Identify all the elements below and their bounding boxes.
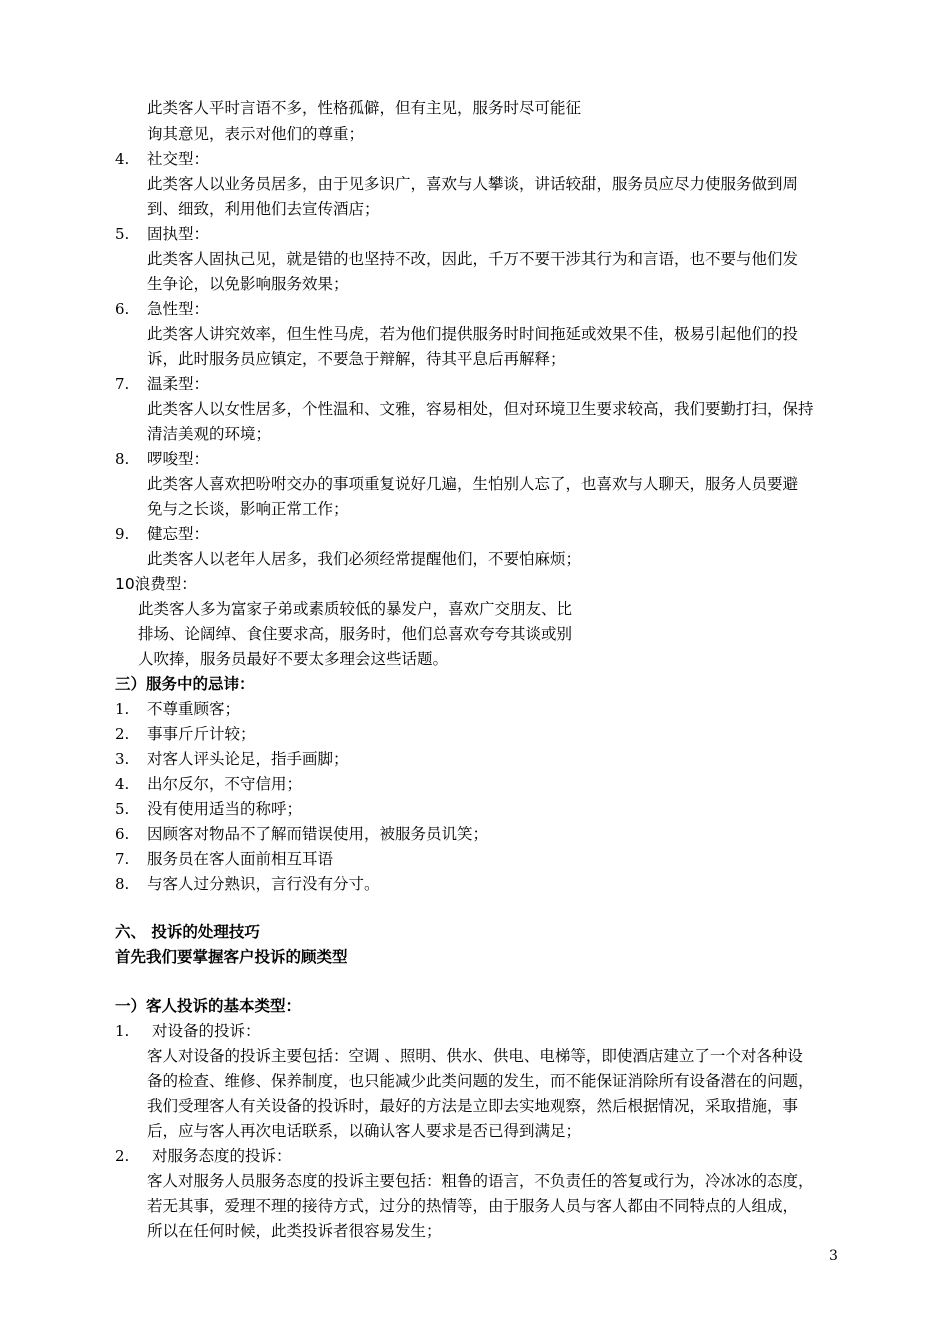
complaint1-description-line3: 我们受理客人有关设备的投诉时，最好的方法是立即去实地观察，然后根据情况，采取措施，事	[147, 1097, 799, 1115]
page-number: 3	[829, 1248, 838, 1264]
type6-description-line1: 此类客人讲究效率，但生性马虎，若为他们提供服务时时间拖延或效果不佳，极易引起他们的投	[147, 325, 799, 343]
type10-heading: 10浪费型：	[115, 575, 197, 593]
type7-title: 温柔型：	[147, 375, 210, 393]
taboo-item: 出尔反尔，不守信用；	[147, 775, 303, 793]
taboo-number: 7.	[115, 850, 130, 868]
taboo-number: 6.	[115, 825, 130, 843]
type7-description-line1: 此类客人以女性居多，个性温和、文雅，容易相处，但对环境卫生要求较高，我们要勤打扫，保持	[147, 400, 814, 418]
complaint2-description-line1: 客人对服务人员服务态度的投诉主要包括：粗鲁的语言，不负责任的答复或行为，冷冰冰的态度，	[147, 1172, 814, 1190]
taboo-item: 不尊重顾客；	[147, 700, 241, 718]
taboo-item: 没有使用适当的称呼；	[147, 800, 303, 818]
section6-heading: 六、 投诉的处理技巧	[115, 923, 260, 941]
complaints-heading: 一）客人投诉的基本类型：	[115, 997, 302, 1015]
complaint1-description-line1: 客人对设备的投诉主要包括：空调 、照明、供水、供电、电梯等，即使酒店建立了一个对各种设	[147, 1047, 803, 1065]
taboo-number: 2.	[115, 725, 130, 743]
taboo-item: 与客人过分熟识，言行没有分寸。	[147, 875, 380, 893]
type8-title: 啰唆型：	[147, 450, 210, 468]
type7-description-line2: 清洁美观的环境；	[147, 425, 272, 443]
type5-description-line2: 生争论，以免影响服务效果；	[147, 275, 349, 293]
taboo-item: 服务员在客人面前相互耳语	[147, 850, 334, 868]
type10-description-line3: 人吹捧，服务员最好不要太多理会这些话题。	[138, 650, 449, 668]
type3-description-line1: 此类客人平时言语不多，性格孤僻，但有主见，服务时尽可能征	[147, 99, 582, 117]
complaint2-number: 2.	[115, 1147, 130, 1165]
type9-number: 9.	[115, 525, 130, 543]
taboos-heading: 三）服务中的忌讳：	[115, 675, 255, 693]
taboo-number: 5.	[115, 800, 130, 818]
type7-number: 7.	[115, 375, 130, 393]
complaint1-title: 对设备的投诉：	[152, 1022, 261, 1040]
type9-description-line1: 此类客人以老年人居多，我们必须经常提醒他们，不要怕麻烦；	[147, 550, 582, 568]
taboo-item: 对客人评头论足，指手画脚；	[147, 750, 349, 768]
type4-title: 社交型：	[147, 150, 210, 168]
taboo-item: 事事斤斤计较；	[147, 725, 256, 743]
complaint2-title: 对服务态度的投诉：	[152, 1147, 292, 1165]
taboo-number: 1.	[115, 700, 130, 718]
taboo-number: 4.	[115, 775, 130, 793]
complaint1-description-line4: 后，应与客人再次电话联系，以确认客人要求是否已得到满足；	[147, 1122, 582, 1140]
type9-title: 健忘型：	[147, 525, 210, 543]
complaint2-description-line3: 所以在任何时候，此类投诉者很容易发生；	[147, 1222, 442, 1240]
type5-number: 5.	[115, 225, 130, 243]
type8-number: 8.	[115, 450, 130, 468]
type6-description-line2: 诉，此时服务员应镇定，不要急于辩解，待其平息后再解释；	[147, 350, 566, 368]
complaint2-description-line2: 若无其事，爱理不理的接待方式，过分的热情等，由于服务人员与客人都由不同特点的人组成，	[147, 1197, 799, 1215]
type5-description-line1: 此类客人固执己见，就是错的也坚持不改，因此，千万不要干涉其行为和言语，也不要与他们发	[147, 250, 799, 268]
complaint1-description-line2: 备的检查、维修、保养制度，也只能减少此类问题的发生，而不能保证消除所有设备潜在的问题，	[147, 1072, 814, 1090]
type4-number: 4.	[115, 150, 130, 168]
taboo-number: 8.	[115, 875, 130, 893]
taboo-item: 因顾客对物品不了解而错误使用，被服务员讥笑；	[147, 825, 489, 843]
type4-description-line1: 此类客人以业务员居多，由于见多识广，喜欢与人攀谈，讲话较甜，服务员应尽力使服务做到周	[147, 175, 799, 193]
taboo-number: 3.	[115, 750, 130, 768]
type6-number: 6.	[115, 300, 130, 318]
type10-description-line1: 此类客人多为富家子弟或素质较低的暴发户，喜欢广交朋友、比	[138, 600, 573, 618]
complaint1-number: 1.	[115, 1022, 130, 1040]
section6-subheading: 首先我们要掌握客户投诉的顾类型	[115, 948, 348, 966]
type8-description-line1: 此类客人喜欢把吩咐交办的事项重复说好几遍，生怕别人忘了，也喜欢与人聊天，服务人员要避	[147, 475, 799, 493]
type5-title: 固执型：	[147, 225, 210, 243]
type8-description-line2: 免与之长谈，影响正常工作；	[147, 500, 349, 518]
type4-description-line2: 到、细致，利用他们去宣传酒店；	[147, 200, 380, 218]
type6-title: 急性型：	[147, 300, 210, 318]
type3-description-line2: 询其意见，表示对他们的尊重；	[147, 125, 365, 143]
type10-description-line2: 排场、论阔绰、食住要求高，服务时，他们总喜欢夸夸其谈或别	[138, 625, 573, 643]
